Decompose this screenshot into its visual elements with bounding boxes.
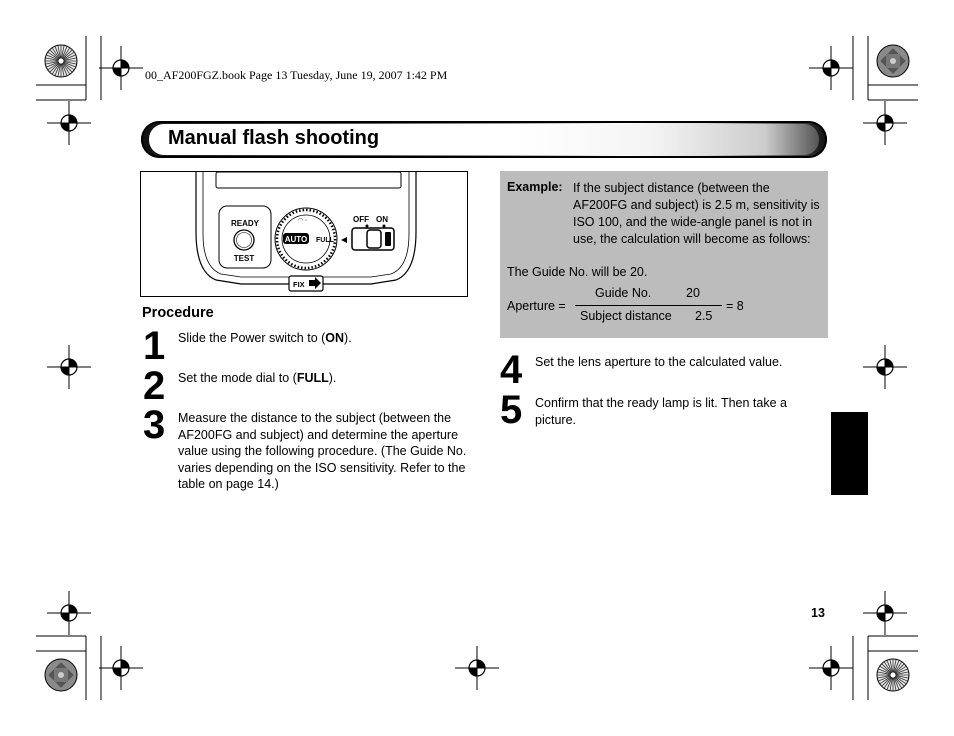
step-2-number: 2: [143, 364, 166, 408]
numerator-value: 20: [686, 286, 700, 300]
page-number: 13: [811, 606, 825, 620]
example-box: [500, 171, 828, 338]
full-mode-label: FULL: [316, 237, 334, 244]
aperture-label: Aperture =: [507, 299, 566, 313]
aperture-result: = 8: [726, 299, 744, 313]
step-3-text: Measure the distance to the subject (between the AF200FG and subject) and determine the aperture value using the following procedure. (The Guide No. varies depending on the ISO sensitivity. Refer to the table on page 14.): [178, 411, 467, 491]
ready-label: READY: [230, 219, 260, 228]
flash-control-panel-figure: [140, 171, 468, 297]
example-body: If the subject distance (between the AF200FG and subject) is 2.5 m, sensitivity is ISO 100, and the wide-angle panel is not in use, the calculation will become as follows:: [573, 181, 820, 246]
step-2-text: Set the mode dial to (FULL).: [178, 371, 337, 385]
title-banner: [141, 121, 827, 158]
example-label: Example:: [507, 180, 563, 194]
fraction-line: [575, 305, 722, 306]
svg-text:◠ ◦: ◠ ◦: [298, 218, 308, 224]
step-5-number: 5: [500, 388, 523, 432]
fix-label: FIX: [293, 280, 305, 289]
section-thumb-tab: [831, 412, 868, 495]
numerator-label: Guide No.: [595, 286, 652, 300]
step-4-number: 4: [500, 348, 523, 392]
book-info-line: 00_AF200FGZ.book Page 13 Tuesday, June 19, 2007 1:42 PM: [145, 68, 448, 82]
step-1-number: 1: [143, 324, 166, 368]
step-1-text: Slide the Power switch to (ON).: [178, 331, 352, 345]
step-3-number: 3: [143, 403, 166, 447]
denominator-label: Subject distance: [580, 309, 672, 323]
power-on-label: ON: [376, 215, 388, 224]
auto-mode-label: AUTO: [284, 235, 308, 244]
test-label: TEST: [233, 254, 255, 263]
procedure-heading: Procedure: [142, 305, 214, 321]
denominator-value: 2.5: [695, 309, 713, 323]
step-5-text: Confirm that the ready lamp is lit. Then take a picture.: [535, 396, 787, 427]
flash-panel-illustration: [141, 172, 468, 297]
guide-number-line: The Guide No. will be 20.: [507, 265, 648, 279]
step-4-text: Set the lens aperture to the calculated value.: [535, 355, 783, 369]
page-title: Manual flash shooting: [168, 127, 380, 149]
power-off-label: OFF: [353, 215, 369, 224]
